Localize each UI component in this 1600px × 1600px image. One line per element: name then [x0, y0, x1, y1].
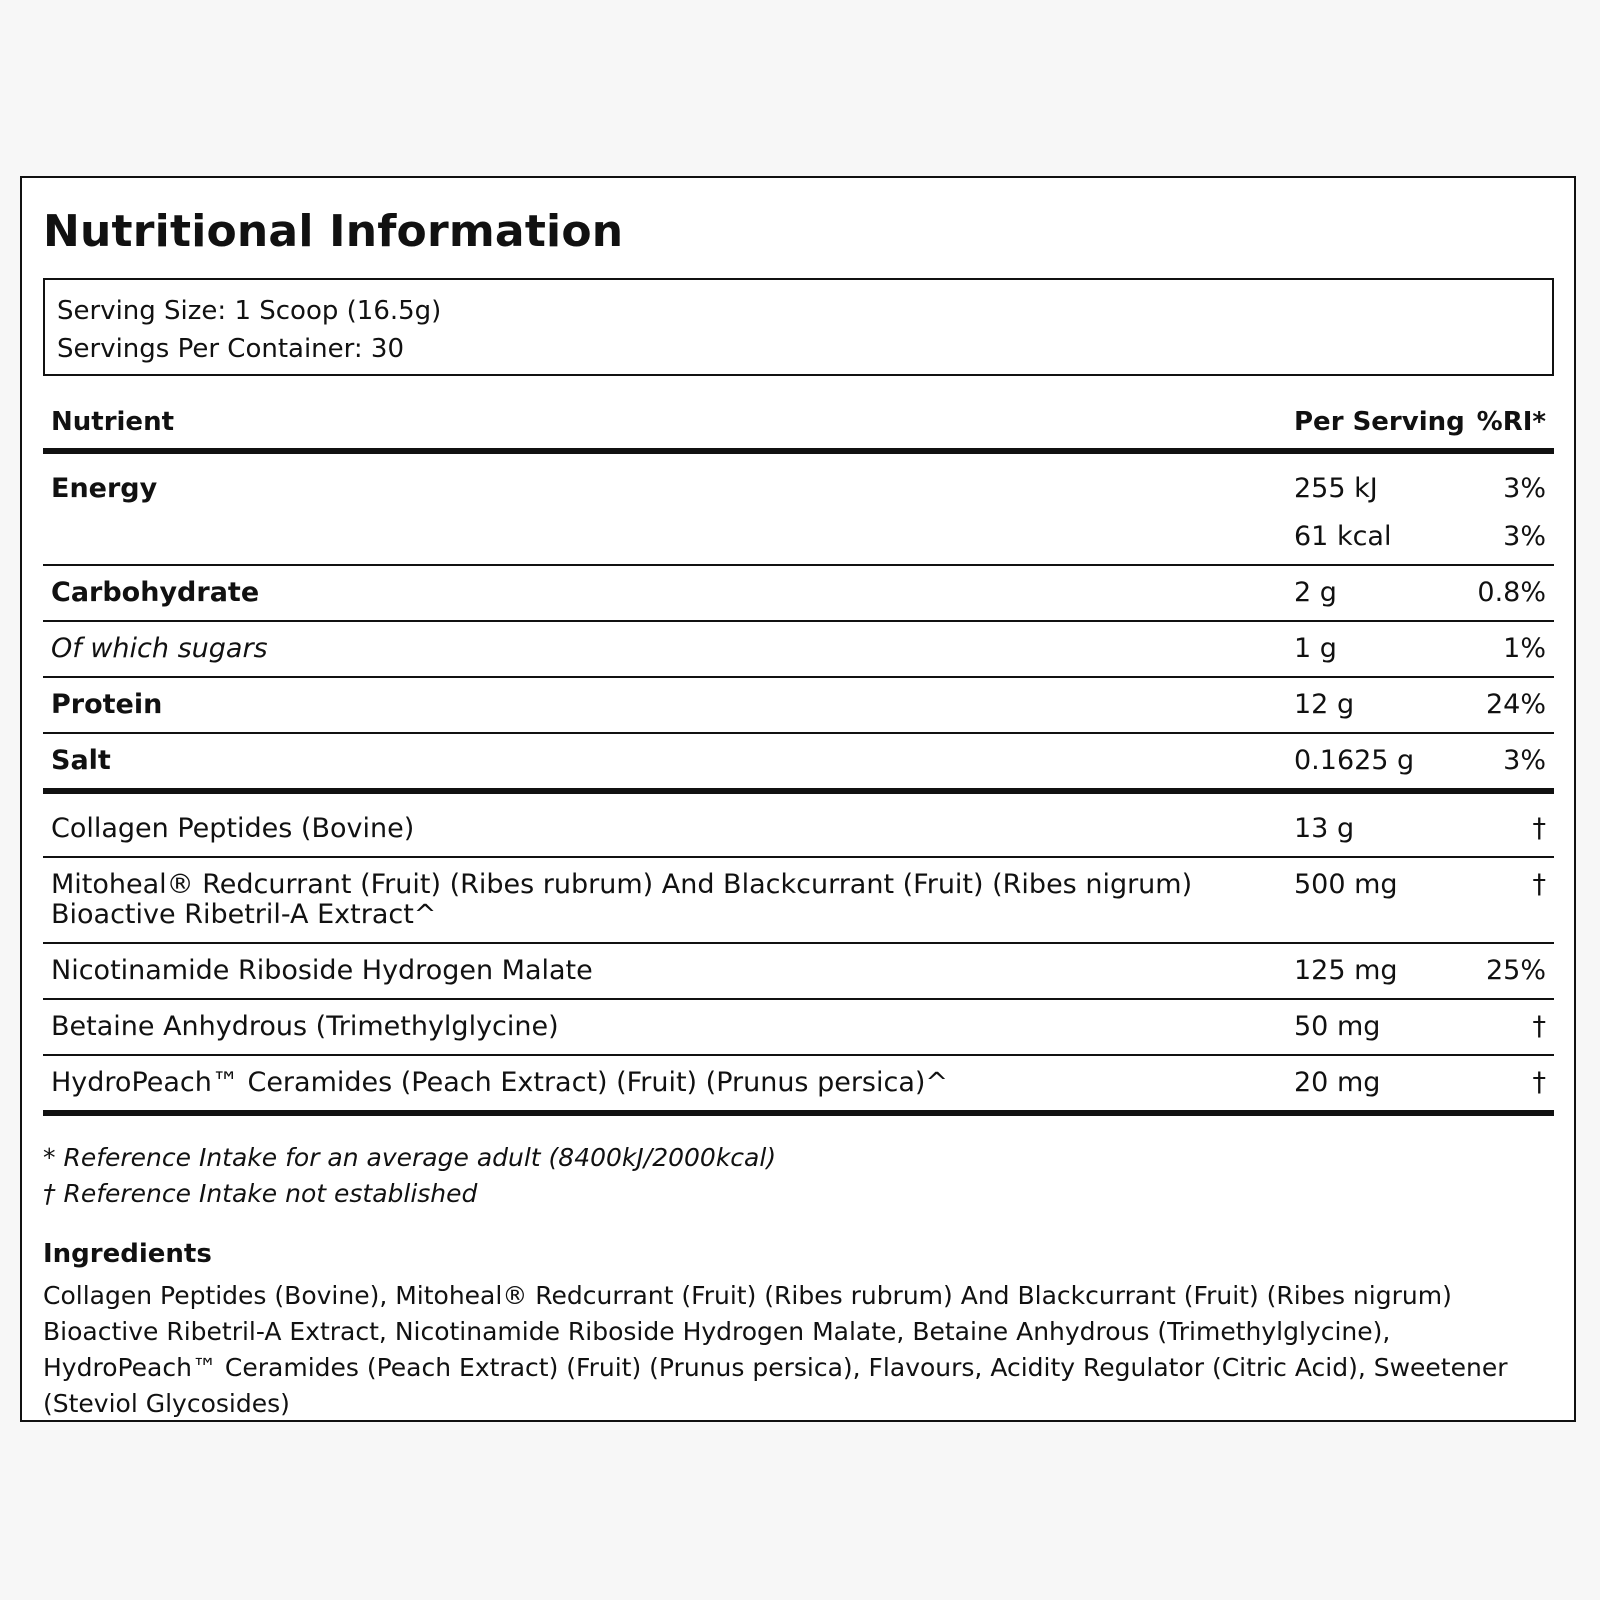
page-title: Nutritional Information: [43, 206, 624, 257]
table-row-energy-kcal: [43, 514, 1554, 565]
nutrient-ri: 24%: [1460, 677, 1554, 733]
nutrition-table: [43, 396, 1554, 1116]
table-row-salt: [43, 733, 1554, 791]
nutrient-ri: †: [1460, 1055, 1554, 1113]
nutrient-amount: 1 g: [1286, 621, 1460, 677]
header-ri: %RI*: [1460, 396, 1554, 451]
table-row-energy-kj: [43, 451, 1554, 514]
nutrient-amount: 500 mg: [1286, 857, 1460, 943]
nutrient-ri: 0.8%: [1460, 565, 1554, 621]
nutrient-name: Betaine Anhydrous (Trimethylglycine): [43, 999, 1286, 1055]
servings-per-container: Servings Per Container: 30: [57, 334, 405, 364]
nutrient-name: Mitoheal® Redcurrant (Fruit) (Ribes rubrum) And Blackcurrant (Fruit) (Ribes nigrum) Bioactive Ribetril-A Extract^: [43, 857, 1286, 943]
table-row-mitoheal: [43, 857, 1554, 943]
nutrient-name: Collagen Peptides (Bovine): [43, 791, 1286, 857]
nutrient-ri: 3%: [1460, 514, 1554, 565]
table-row-hydropeach: [43, 1055, 1554, 1113]
nutrient-amount: 20 mg: [1286, 1055, 1460, 1113]
table-row-sugars: [43, 621, 1554, 677]
table-row-protein: [43, 677, 1554, 733]
nutrition-panel: [20, 176, 1576, 1422]
nutrient-name: Nicotinamide Riboside Hydrogen Malate: [43, 943, 1286, 999]
nutrient-amount: 0.1625 g: [1286, 733, 1460, 791]
nutrient-amount: 255 kJ: [1294, 473, 1378, 504]
ingredients-text: Collagen Peptides (Bovine), Mitoheal® Redcurrant (Fruit) (Ribes rubrum) And Blackcurrant (Fruit) (Ribes nigrum) Bioactive Ribetril-A Extract, Nicotinamide Riboside Hydrogen Malate, Betaine Anhydrous (Trimethylglycine), HydroPeach™ Ceramides (Peach Extract) (Fruit) (Prunus persica), Flavours, Acidity Regulator (Citric Acid), Sweetener (Steviol Glycosides): [43, 1281, 1508, 1418]
nutrient-amount: 13 g: [1286, 791, 1460, 857]
nutrient-ri: 3%: [1460, 733, 1554, 791]
nutrient-ri: †: [1460, 857, 1554, 943]
serving-size: Serving Size: 1 Scoop (16.5g): [57, 296, 442, 326]
nutrient-name: Protein: [43, 677, 1286, 733]
dagger-footnote: † Reference Intake not established: [43, 1179, 478, 1208]
footnotes: [43, 1140, 1554, 1212]
nutrient-ri: 25%: [1460, 943, 1554, 999]
nutrient-amount: 61 kcal: [1286, 514, 1460, 565]
nutrient-ri: 3%: [1503, 473, 1546, 504]
header-per-serving: Per Serving: [1286, 396, 1460, 451]
nutrient-amount: 12 g: [1286, 677, 1460, 733]
table-header-row: [43, 396, 1554, 451]
nutrient-name: [43, 514, 1286, 565]
ri-footnote: * Reference Intake for an average adult (8400kJ/2000kcal): [43, 1143, 777, 1172]
table-row-betaine: [43, 999, 1554, 1055]
table-row-collagen: [43, 791, 1554, 857]
nutrient-amount: 50 mg: [1286, 999, 1460, 1055]
table-row-carbohydrate: [43, 565, 1554, 621]
nutrient-name: Of which sugars: [43, 621, 1286, 677]
nutrient-ri: †: [1460, 791, 1554, 857]
nutrient-name: Energy: [51, 473, 158, 504]
table-row-nicotinamide: [43, 943, 1554, 999]
ingredients-title: Ingredients: [43, 1239, 212, 1269]
serving-info-box: [43, 278, 1554, 376]
header-nutrient: Nutrient: [43, 396, 1286, 451]
nutrient-name: HydroPeach™ Ceramides (Peach Extract) (Fruit) (Prunus persica)^: [43, 1055, 1286, 1113]
nutrient-name: Carbohydrate: [43, 565, 1286, 621]
nutrient-amount: 2 g: [1286, 565, 1460, 621]
nutrient-amount: 125 mg: [1286, 943, 1460, 999]
nutrient-ri: 1%: [1460, 621, 1554, 677]
nutrient-name: Salt: [43, 733, 1286, 791]
nutrient-ri: †: [1460, 999, 1554, 1055]
